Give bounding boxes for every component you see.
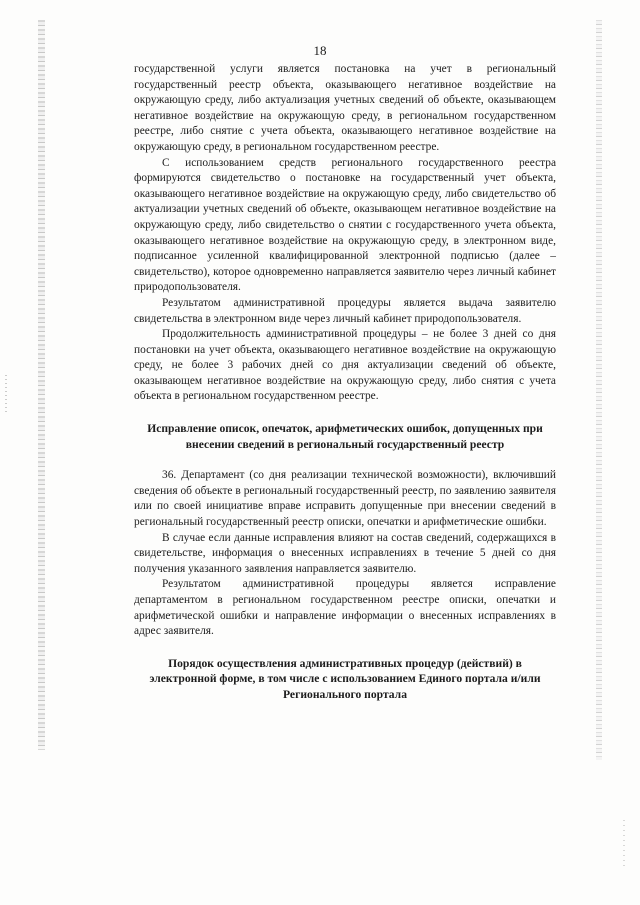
scan-edge-left <box>38 20 45 750</box>
document-body <box>134 62 556 703</box>
paragraph-certificate-formation: С использованием средств регионального государственного реестра формируются свидетельство о постановке на государственный учет объекта, оказывающего негативное воздействие на окружающую среду, либо свидетельство об актуализации учетных сведений об объекте, оказывающем негативное воздействие на окружающую среду, либо свидетельство о снятии с государственного учета объекта, оказывающего негативное воздействие на окружающую среду, в электронном виде, подписанное усиленной квалифицированной электронной подписью (далее – свидетельство), которое одновременно направляется заявителю через личный кабинет природопользователя. <box>134 156 556 294</box>
page-number: 18 <box>313 43 327 58</box>
paragraph-procedure-result: Результатом административной процедуры является выдача заявителю свидетельства в электронном виде через личный кабинет природопользователя. <box>134 296 556 325</box>
paragraph-result-continuation: государственной услуги является постановка на учет в региональный государственный реестр объекта, оказывающего негативное воздействие на окружающую среду, либо актуализация учетных сведений об объекте, оказывающем негативное воздействие на окружающую среду, в региональном государственном реестре, либо снятие с учета объекта, оказывающего негативное воздействие на окружающую среду, в региональном государственном реестре. <box>134 63 556 153</box>
paragraph-procedure-duration: Продолжительность административной процедуры – не более 3 дней со дня постановки на учет объекта, оказывающего негативное воздействие на окружающую среду, не более 3 рабочих дней со дня актуализации сведений об объекте, оказывающем негативное воздействие на окружающую среду, либо снятия с учета объекта в региональном государственном реестре. <box>134 328 556 403</box>
scan-artifact-left <box>5 375 7 415</box>
section-heading-corrections: Исправление описок, опечаток, арифметических ошибок, допущенных при внесении сведений в региональный государственный реестр <box>147 422 543 451</box>
paragraph-correction-notification: В случае если данные исправления влияют на состав сведений, содержащихся в свидетельстве, информация о внесенных исправлениях в течение 5 дней со дня получения указанного заявления направляется заявителю. <box>134 531 556 575</box>
paragraph-correction-result: Результатом административной процедуры является исправление департаментом в региональном государственном реестре описки, опечатки и арифметической ошибки и направление информации о внесенных исправлениях в адрес заявителя. <box>134 578 556 638</box>
scan-edge-right <box>596 20 602 760</box>
scan-artifact-bottom <box>623 820 625 870</box>
paragraph-item-36: 36. Департамент (со дня реализации технической возможности), включивший сведения об объекте в региональный государственный реестр, по заявлению заявителя или по своей инициативе вправе исправить допущенные при внесении сведений в региональный государственный реестр описки, опечатки и арифметические ошибки. <box>134 469 556 529</box>
section-heading-electronic-procedures: Порядок осуществления административных процедур (действий) в электронной форме, в том числе с использованием Единого портала и/или Регионального портала <box>149 656 541 701</box>
